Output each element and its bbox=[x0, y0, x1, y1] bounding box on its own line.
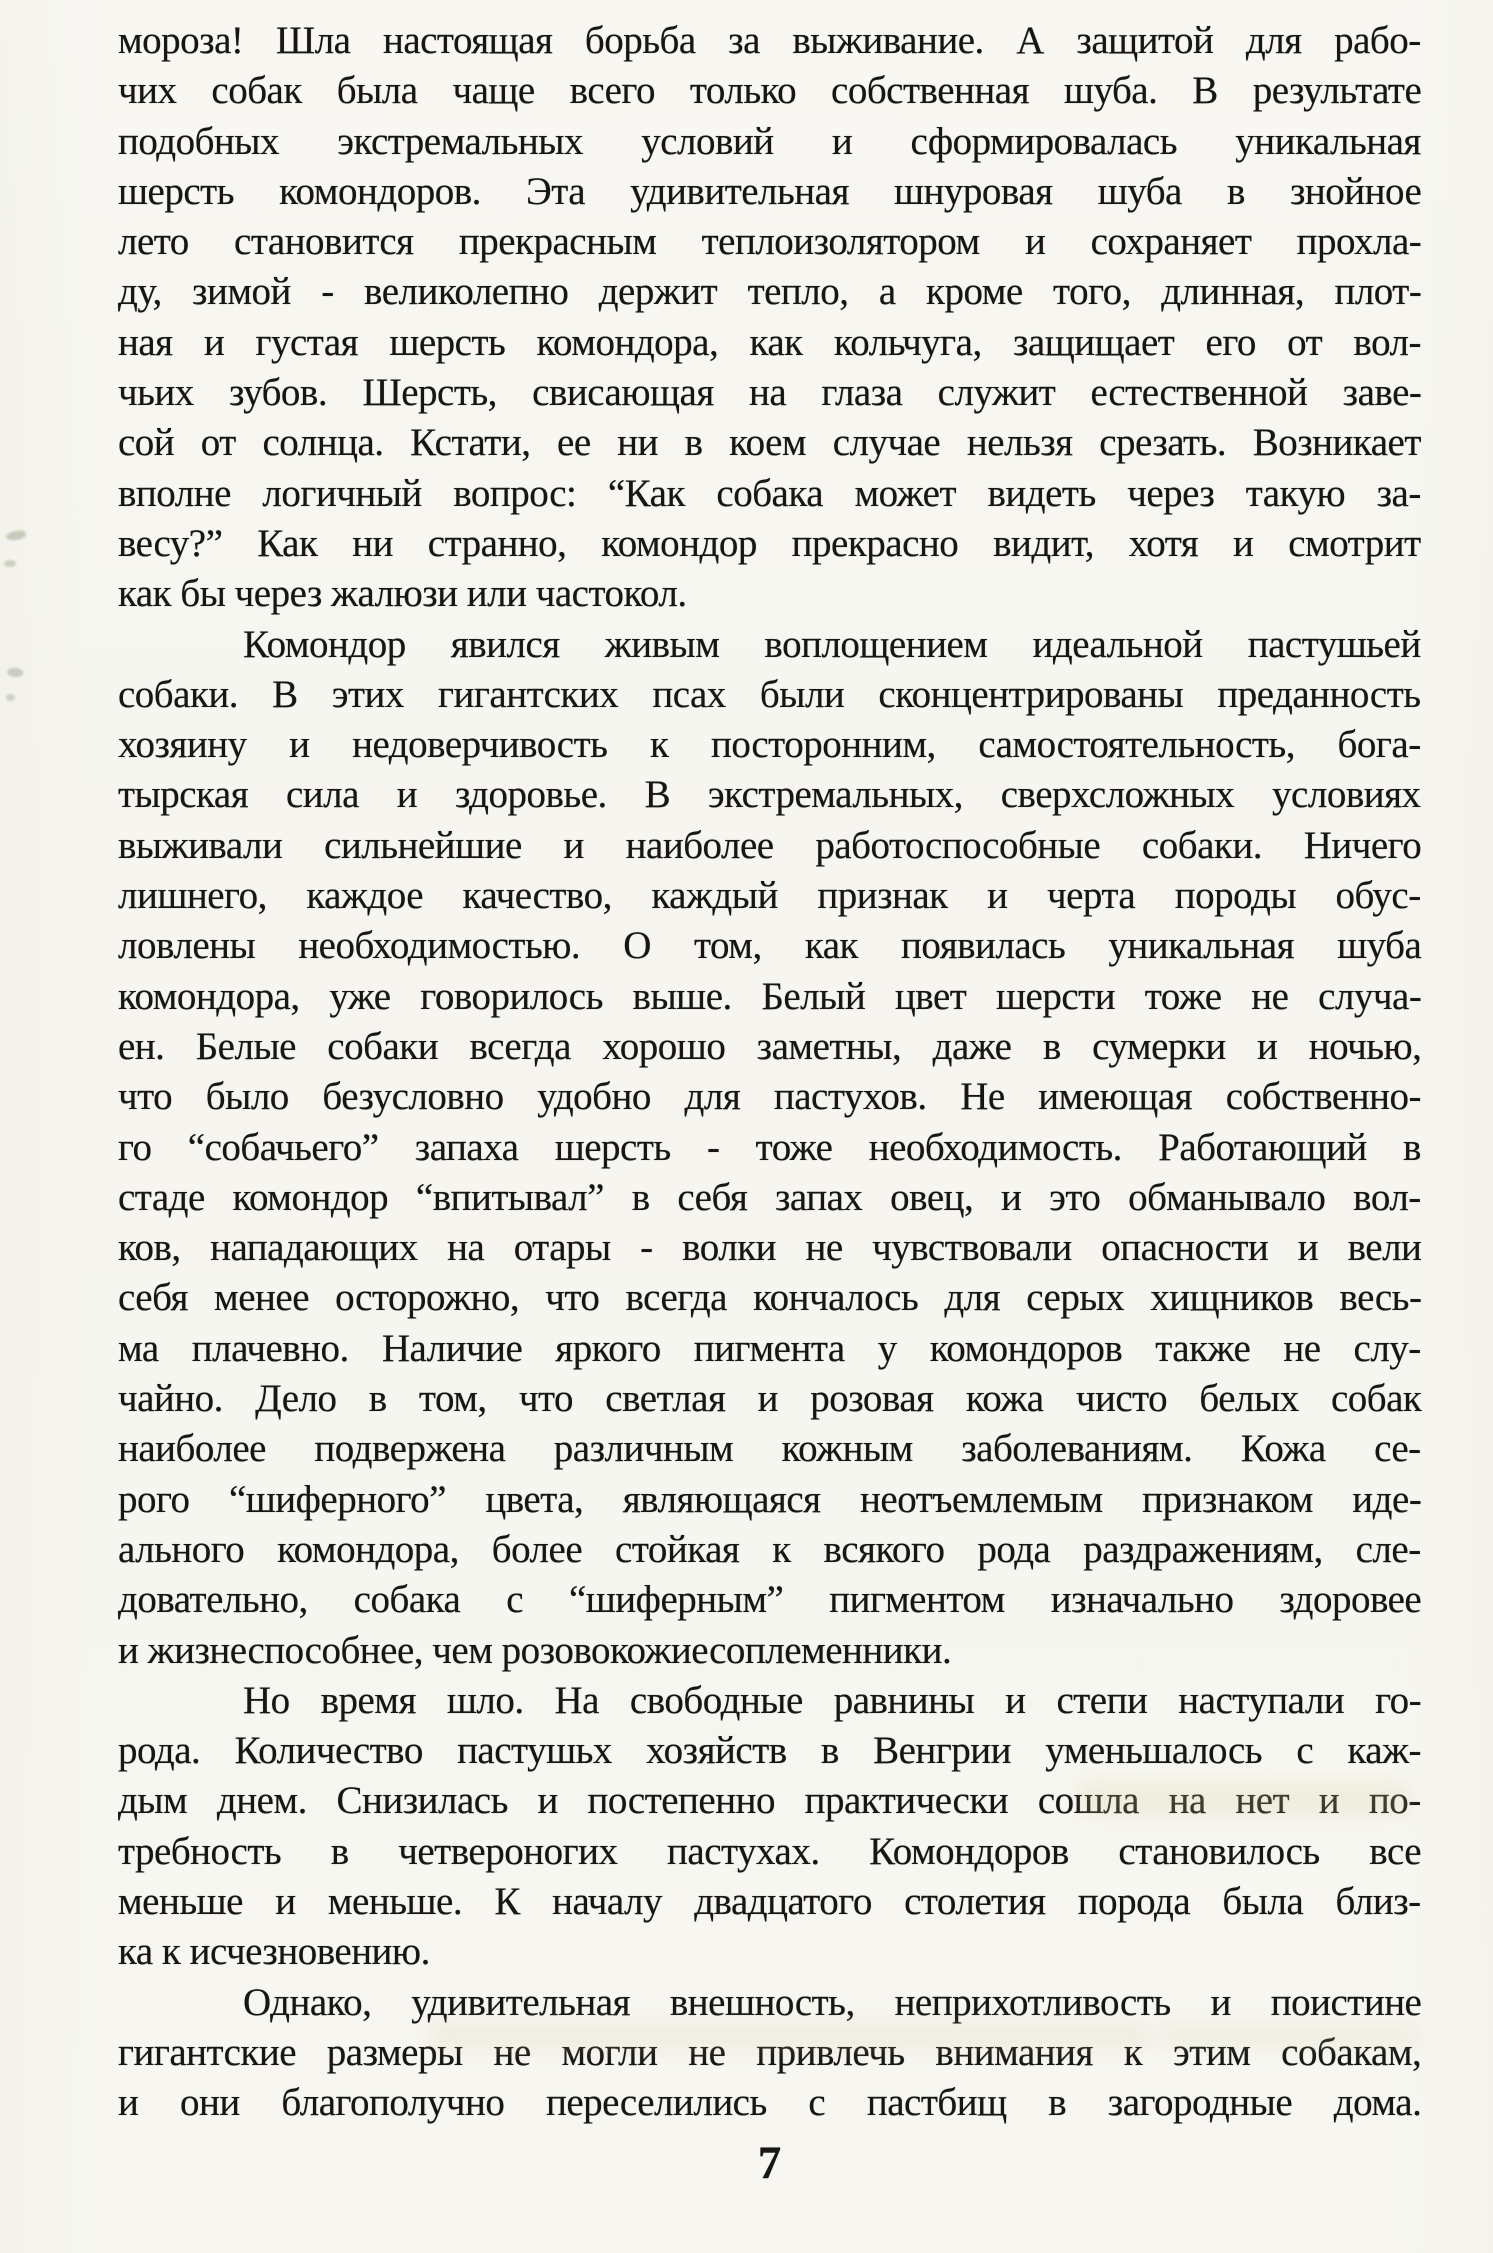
text-line: Комондор явился живым воплощением идеальной пастушьей bbox=[243, 622, 1421, 666]
scan-artifact bbox=[7, 667, 24, 678]
text-line: и жизнеспособнее, чем розовокожиесоплеменники. bbox=[118, 1628, 952, 1672]
scan-artifact bbox=[6, 694, 15, 701]
scan-artifact bbox=[5, 530, 26, 542]
text-line: выживали сильнейшие и наиболее работоспособные собаки. Ничего bbox=[118, 823, 1422, 867]
page-number: 7 bbox=[757, 2137, 782, 2189]
text-line: ального комондора, более стойкая к всякого рода раздражениям, сле- bbox=[118, 1527, 1421, 1571]
text-line: сой от солнца. Кстати, ее ни в коем случае нельзя срезать. Возникает bbox=[118, 421, 1421, 465]
text-line: чьих зубов. Шерсть, свисающая на глаза служит естественной заве- bbox=[118, 371, 1422, 415]
text-line: собаки. В этих гигантских псах были сконцентрированы преданность bbox=[118, 672, 1421, 716]
text-line: го “собачьего” запаха шерсть - тоже необходимость. Работающий в bbox=[118, 1125, 1421, 1169]
text-line: ная и густая шерсть комондора, как кольчуга, защищает его от вол- bbox=[118, 320, 1421, 364]
text-line: рода. Количество пастушьх хозяйств в Венгрии уменьшалось с каж- bbox=[118, 1729, 1422, 1773]
text-line: ду, зимой - великолепно держит тепло, а кроме того, длинная, плот- bbox=[118, 270, 1422, 314]
text-line: довательно, собака с “шиферным” пигментом изначально здоровее bbox=[118, 1578, 1422, 1622]
text-line: дым днем. Снизилась и постепенно практически сошла на нет и по- bbox=[118, 1779, 1421, 1823]
text-line: меньше и меньше. К началу двадцатого столетия порода была близ- bbox=[118, 1879, 1421, 1923]
page-text bbox=[118, 16, 1421, 2128]
text-line: рого “шиферного” цвета, являющаяся неотъемлемым признаком иде- bbox=[118, 1477, 1422, 1521]
text-line: Но время шло. На свободные равнины и степи наступали го- bbox=[243, 1678, 1422, 1722]
text-line: мороза! Шла настоящая борьба за выживание. А защитой для рабо- bbox=[118, 19, 1421, 62]
text-line: комондора, уже говорилось выше. Белый цвет шерсти тоже не случа- bbox=[118, 974, 1422, 1018]
text-line: себя менее осторожно, что всегда кончалось для серых хищников весь- bbox=[118, 1276, 1422, 1320]
text-line: гигантские размеры не могли не привлечь внимания к этим собакам, bbox=[118, 2030, 1422, 2074]
scan-artifact bbox=[4, 560, 16, 567]
text-line: ен. Белые собаки всегда хорошо заметны, даже в сумерки и ночью, bbox=[118, 1024, 1422, 1068]
text-line: лето становится прекрасным теплоизолятором и сохраняет прохла- bbox=[118, 220, 1422, 264]
text-line: подобных экстремальных условий и сформировалась уникальная bbox=[118, 119, 1421, 163]
text-line: стаде комондор “впитывал” в себя запах овец, и это обманывало вол- bbox=[118, 1175, 1421, 1219]
text-line: ма плачевно. Наличие яркого пигмента у комондоров также не слу- bbox=[118, 1326, 1421, 1370]
text-line: Однако, удивительная внешность, неприхотливость и поистине bbox=[243, 1980, 1422, 2024]
text-line: ловлены необходимостью. О том, как появилась уникальная шуба bbox=[118, 924, 1422, 968]
text-line: наиболее подвержена различным кожным заболеваниям. Кожа се- bbox=[118, 1427, 1421, 1471]
text-line: шерсть комондоров. Эта удивительная шнуровая шуба в знойное bbox=[118, 169, 1422, 213]
text-line: требность в четвероногих пастухах. Комондоров становилось все bbox=[118, 1829, 1422, 1873]
text-line: что было безусловно удобно для пастухов. Не имеющая собственно- bbox=[118, 1075, 1421, 1119]
text-line: и они благополучно переселились с пастбищ в загородные дома. bbox=[118, 2081, 1422, 2125]
text-line: вполне логичный вопрос: “Как собака может видеть через такую за- bbox=[118, 471, 1421, 515]
text-line: тырская сила и здоровье. В экстремальных, сверхсложных условиях bbox=[118, 773, 1421, 817]
text-line: хозяину и недоверчивость к посторонним, самостоятельность, бога- bbox=[118, 723, 1421, 767]
text-line: чайно. Дело в том, что светлая и розовая кожа чисто белых собак bbox=[118, 1377, 1422, 1421]
text-line: ков, нападающих на отары - волки не чувствовали опасности и вели bbox=[118, 1226, 1422, 1270]
text-line: ка к исчезновению. bbox=[118, 1930, 430, 1974]
text-line: лишнего, каждое качество, каждый признак и черта породы обус- bbox=[118, 874, 1421, 918]
text-line: как бы через жалюзи или частокол. bbox=[118, 572, 687, 616]
text-line: весу?” Как ни странно, комондор прекрасно видит, хотя и смотрит bbox=[118, 521, 1421, 565]
text-line: чих собак была чаще всего только собственная шуба. В результате bbox=[118, 69, 1422, 113]
